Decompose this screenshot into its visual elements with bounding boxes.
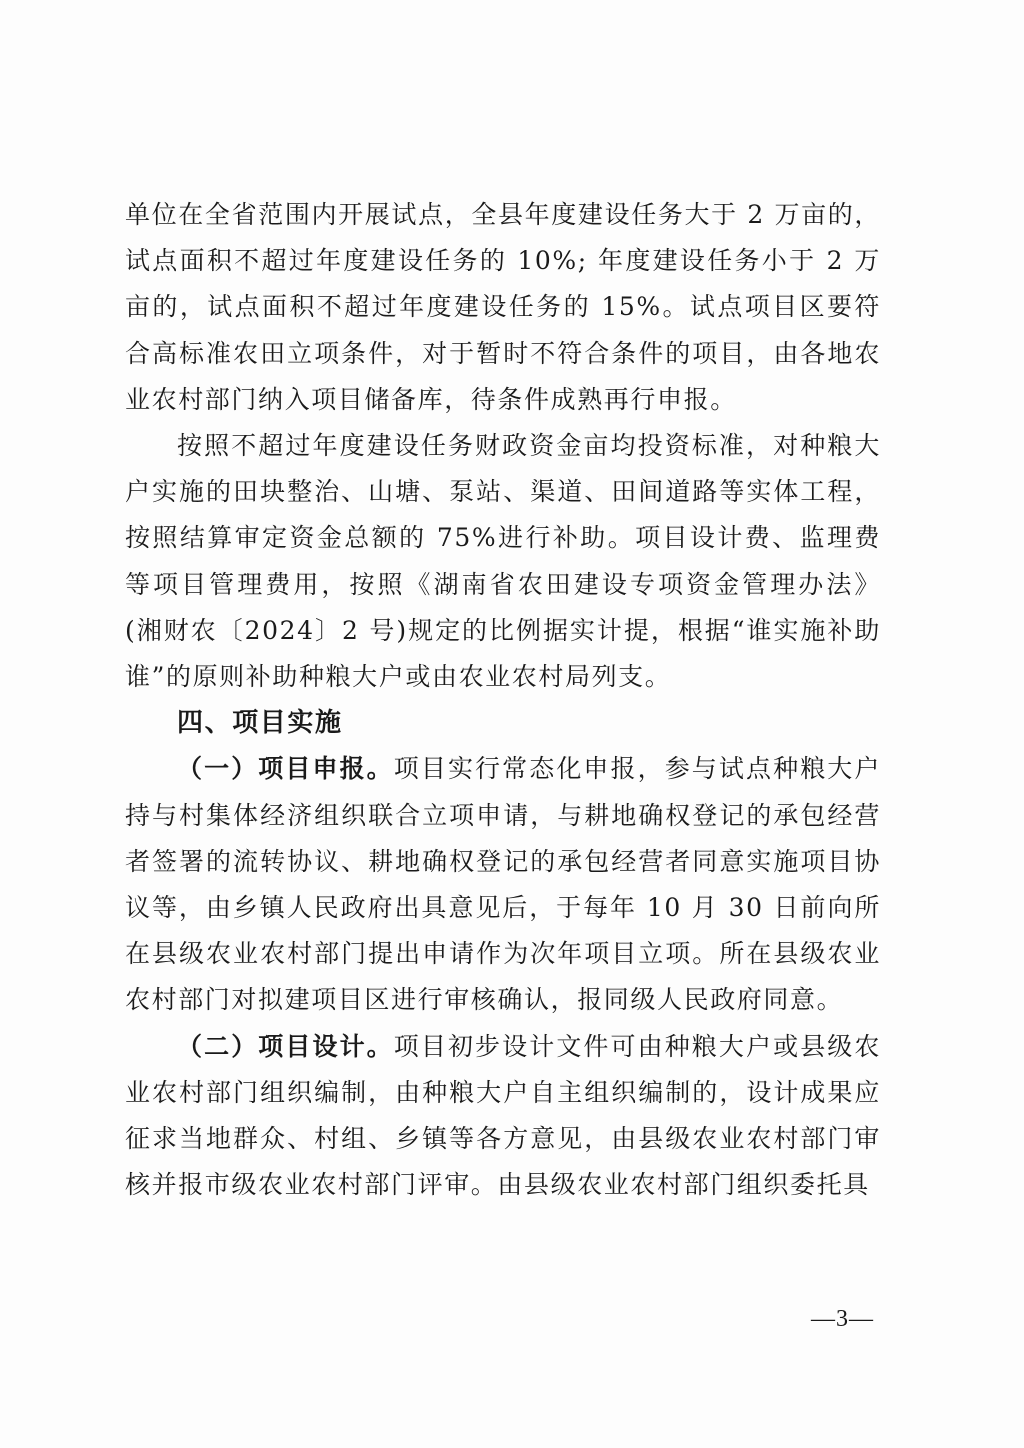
subheading-project-application: （一）项目申报。 — [177, 754, 394, 784]
body-text — [125, 192, 881, 1208]
section-heading-project-implementation: 四、项目实施 — [177, 708, 343, 739]
paragraph-project-application-text: 项目实行常态化申报，参与试点种粮大户持与村集体经济组织联合立项申请，与耕地确权登记的承包经营者签署的流转协议、耕地确权登记的承包经营者同意实施项目协议等，由乡镇人民政府出具意见后，于每年 10 月 30 日前向所在县级农业农村部门提出申请作为次年项目立项。所在县级农业农村部门对拟建项目区进行审核确认，报同级人民政府同意。 — [125, 754, 881, 1015]
paragraph-subsidy-standard: 按照不超过年度建设任务财政资金亩均投资标准，对种粮大户实施的田块整治、山塘、泵站、渠道、田间道路等实体工程，按照结算审定资金总额的 75%进行补助。项目设计费、监理费等项目管理费用，按照《湖南省农田建设专项资金管理办法》(湘财农〔2024〕2 号)规定的比例据实计提，根据“谁实施补助谁”的原则补助种粮大户或由农业农村局列支。 — [125, 431, 881, 692]
paragraph-continuation: 单位在全省范围内开展试点，全县年度建设任务大于 2 万亩的，试点面积不超过年度建设任务的 10%; 年度建设任务小于 2 万亩的，试点面积不超过年度建设任务的 15%。试点项目区要符合高标准农田立项条件，对于暂时不符合条件的项目，由各地农业农村部门纳入项目储备库，待条件成熟再行申报。 — [125, 200, 881, 414]
page-number: —3— — [811, 1306, 874, 1332]
paragraph-project-design — [125, 1024, 881, 1209]
paragraph-project-design-text: 项目初步设计文件可由种粮大户或县级农业农村部门组织编制，由种粮大户自主组织编制的，设计成果应征求当地群众、村组、乡镇等各方意见，由县级农业农村部门审核并报市级农业农村部门评审。由县级农业农村部门组织委托具 — [125, 1031, 881, 1200]
subheading-project-design: （二）项目设计。 — [177, 1031, 394, 1061]
paragraph-project-application — [125, 746, 881, 1023]
